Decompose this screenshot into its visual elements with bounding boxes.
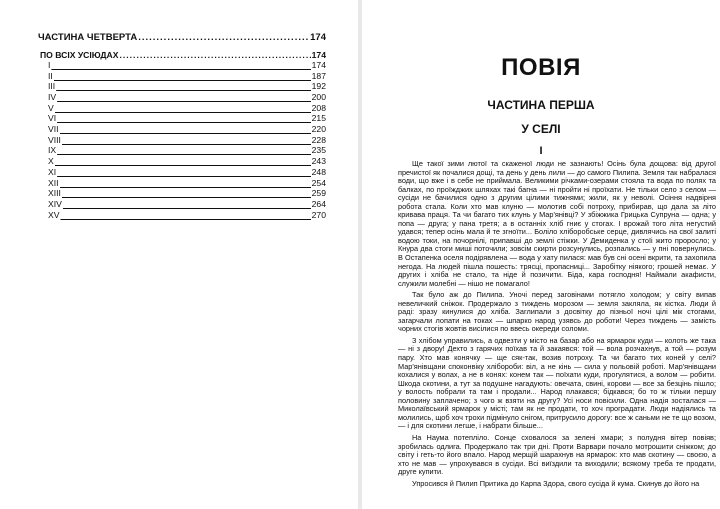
toc-entry-page: 174: [311, 59, 326, 70]
body-text: [398, 160, 716, 491]
toc-entry-page: 174: [311, 50, 326, 60]
toc-chapter-list: [38, 60, 326, 220]
text-page: [362, 0, 720, 509]
toc-leader-line: [56, 81, 310, 92]
toc-leader-line: [62, 188, 311, 199]
table-of-contents: [38, 28, 326, 220]
toc-leader-dots: [120, 50, 311, 60]
chapter-heading: У СЕЛІ: [521, 122, 561, 136]
toc-chapter-entry[interactable]: [38, 92, 326, 103]
toc-chapter-entry[interactable]: [38, 135, 326, 146]
toc-chapter-entry[interactable]: [38, 113, 326, 124]
toc-entry-title: IX: [48, 145, 57, 156]
toc-entry-title: IV: [48, 92, 57, 103]
toc-leader-dots: [138, 32, 309, 43]
toc-part-entry[interactable]: [38, 28, 326, 43]
toc-entry-page: 235: [311, 145, 326, 156]
toc-leader-line: [57, 113, 311, 124]
toc-chapter-entry[interactable]: [38, 103, 326, 114]
toc-chapter-entry[interactable]: [38, 210, 326, 221]
toc-entry-title: III: [48, 81, 56, 92]
toc-entry-page: 215: [311, 113, 326, 124]
toc-chapter-entry[interactable]: [38, 124, 326, 135]
toc-section-entry[interactable]: [38, 44, 326, 60]
toc-entry-page: 248: [311, 166, 326, 177]
toc-chapter-entry[interactable]: [38, 199, 326, 210]
toc-entry-page: 208: [311, 102, 326, 113]
toc-leader-line: [55, 103, 311, 114]
toc-chapter-entry[interactable]: [38, 71, 326, 82]
part-heading: ЧАСТИНА ПЕРША: [487, 98, 595, 112]
book-title: ПОВІЯ: [501, 54, 581, 81]
toc-leader-line: [63, 199, 311, 210]
toc-entry-title: ПО ВСІХ УСІЮДАХ: [40, 50, 119, 60]
toc-leader-line: [60, 124, 311, 135]
toc-entry-page: 243: [311, 156, 326, 167]
toc-entry-title: XIV: [48, 198, 62, 209]
toc-chapter-entry[interactable]: [38, 81, 326, 92]
paragraph: З хлібом управились, а одвезти у місто на базар або на ярмарок куди — колоть же така — ні з двору! Дехто з гарячих поїхав та й закаявся: той — вола розчахнув, а той — розум пару. Хто мав конячку — ще сяк-так, возив потроху. Та чи багато тих коней у селі? Мар'янівщани споконвіку хлібороби: віл, а не кінь — сила у польовій роботі. Мар'янівщани кохалися у волах, а не в конях: конем так — поїхати куди, прогулятися, а волом — робити. Шкода скотини, а тут за подушне нагадують: овечата, свині, корови — все за безцінь пішло; у волость побрали та там і продали... Народ плакався; бідкався; бо то ж тільки першу половину заплачено; з чого ж взяти на другу? Усі носи повісили. Одна надія зосталася — Миколаївський ярмарок у місті; там як не продати, то хоч проградати. Люди надіялись та молились, щоб хоч трохи підмінуло снігом, притрусило дорогу: все ж саньми не те що возом, — і для скотини легше, і набрати більше...: [398, 335, 716, 431]
toc-entry-title: V: [48, 102, 54, 113]
toc-entry-title: ЧАСТИНА ЧЕТВЕРТА: [38, 32, 138, 43]
toc-leader-line: [62, 135, 311, 146]
toc-entry-page: 200: [311, 92, 326, 103]
toc-leader-line: [57, 145, 311, 156]
toc-chapter-entry[interactable]: [38, 167, 326, 178]
toc-entry-page: 228: [311, 134, 326, 145]
toc-entry-page: 259: [311, 188, 326, 199]
toc-entry-title: II: [48, 70, 53, 81]
toc-page: [0, 0, 358, 509]
toc-entry-title: VIII: [48, 134, 61, 145]
paragraph: Упросився й Пилип Притика до Карпа Здора, свого сусіда й кума. Скинув до його на: [412, 478, 700, 488]
toc-leader-line: [57, 167, 311, 178]
toc-entry-title: VI: [48, 113, 57, 124]
toc-leader-line: [60, 210, 310, 221]
paragraph: Ще такої зими лютої та скаженої люди не зазнають! Осінь була дощова: від другої пречистої як почалися дощі, та день у день лили — до самого Пилипа. Земля так набралася води, що вже і в себе не приймала. Великими річками-озерами стояла та вода по полях та балках, по проїжджих шляхах такі багна — ні пройти ні проїхати. Не тільки село з селом — сусіди не бачилися одно з другим цілими тижнями; жили, як у неволі. Осіння надвірня робота стала. Коли хто мав клуню — молотив собі потроху, прибирав, що дала за літо кривава праця. Та чи багато тих клунь у Мар'янівці? У збіжжика Грицька Супруна — одна; у попа — друга; у пана третя; а в останніх хліб гниє у стогах. І врожай того літа негустий удався; тепер осінь мала й те згноїти... Боліло хліборобське серце, дивлячись на свої залиті водою токи, на почорнілі, припавші до землі стіжки. У Демиденка у стоїі жито проросло; у Кнура два стоги миші поточили; зовсім скирти розсунулись, розпались — у пні повернулись. В Остапенка оселя подірявлена — вода у хату пилася: мав був сні осені вкрити, та захопила негода. На людей пішла пошесть: трясці, пропасниці... Заробітку ніякого; грошей немає. У других і хліба не стало, та ніде й позичити. Біда, кара господня! Наймали акафисти, служили молебні — нішо не помагало!: [398, 159, 716, 288]
toc-entry-title: X: [48, 156, 54, 167]
toc-chapter-entry[interactable]: [38, 60, 326, 71]
toc-leader-line: [54, 71, 311, 82]
toc-entry-page: 264: [311, 198, 326, 209]
paragraph: На Наума потепліло. Сонце сховалося за зелені хмари; з полудня вітер повіяв; зробилась одлига. Продержало так три дні. Проти Варвари почало мотрошити сніжком; до світу і геть-то його впало. Народ мерщій шарахнув на ярмарок: хто мав скотину — своєю, а хто не мав — упрохувався в сусіди. Всі виїздили та виходили; всякому треба те продати, друге купити.: [398, 432, 716, 477]
toc-chapter-entry[interactable]: [38, 156, 326, 167]
toc-entry-page: 270: [311, 209, 326, 220]
toc-leader-line: [55, 156, 311, 167]
paragraph: Так було аж до Пилипа. Уночі перед заговінами потягло холодом; у світу випав невеличкий сніжок. Продержало з тиждень морозом — земля закляла, як кістка. Люди й раді: зразу кинулися до хліба. Заглипали з досвітку до пізньої ночі цілі мік стогами, загарчали лопати на токах — шпарко народ узявсь до роботи! Через тиждень — замість чорних стогів жовтів висілися по ввесь окереди соломи.: [398, 290, 716, 334]
toc-chapter-entry[interactable]: [38, 146, 326, 157]
toc-entry-page: 174: [310, 32, 326, 43]
toc-entry-page: 220: [311, 124, 326, 135]
toc-entry-title: XIII: [48, 188, 61, 199]
toc-entry-page: 187: [311, 70, 326, 81]
toc-leader-line: [57, 92, 311, 103]
toc-chapter-entry[interactable]: [38, 178, 326, 189]
toc-entry-title: I: [48, 59, 51, 70]
toc-leader-line: [51, 60, 310, 71]
toc-chapter-entry[interactable]: [38, 188, 326, 199]
toc-entry-title: XI: [48, 166, 57, 177]
toc-entry-title: XV: [48, 209, 60, 220]
toc-entry-page: 192: [311, 81, 326, 92]
chapter-number: I: [539, 145, 543, 157]
toc-leader-line: [60, 178, 311, 189]
toc-entry-title: XII: [48, 177, 59, 188]
toc-entry-title: VII: [48, 124, 59, 135]
toc-entry-page: 254: [311, 177, 326, 188]
